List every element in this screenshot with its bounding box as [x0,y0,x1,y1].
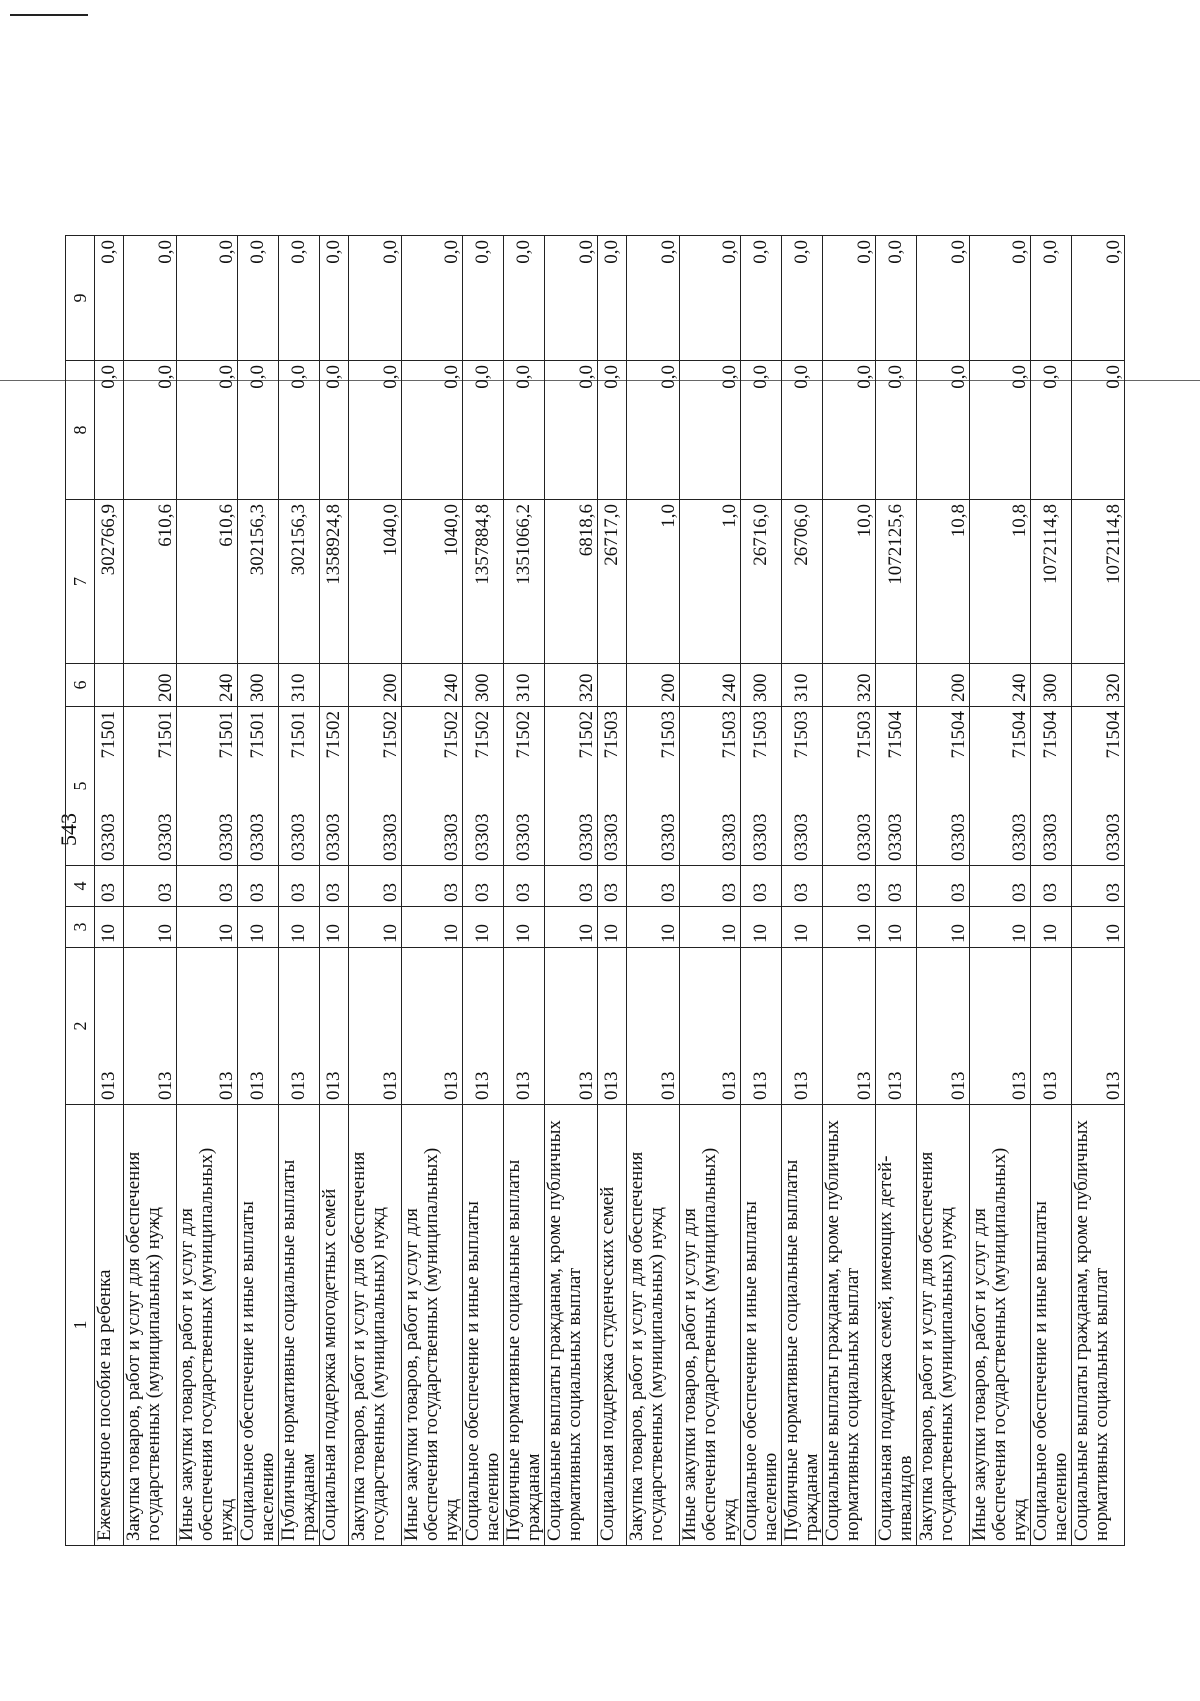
row-name-cell: Иные закупки товаров, работ и услуг для обеспечения государственных (муниципальных) нужд [680,1105,741,1546]
amount-cell-2: 0,0 [876,361,917,500]
section-cell: 10 [680,907,741,948]
section-cell: 10 [782,907,823,948]
program-code: 03303 [576,813,597,861]
direction-code: 71502 [576,711,597,759]
amount-cell: 1,0 [680,500,741,664]
expense-type-cell: 320 [823,664,876,707]
row-name-cell: Социальная поддержка многодетных семей [320,1105,349,1546]
amount-cell: 10,8 [917,500,970,664]
row-name-cell: Социальное обеспечение и иные выплаты населению [463,1105,504,1546]
program-code: 03303 [323,813,344,861]
amount-cell-2: 0,0 [545,361,598,500]
direction-code: 71503 [719,711,740,759]
table-row [876,236,917,1546]
amount-cell-2: 0,0 [627,361,680,500]
target-article-cell [598,707,627,866]
target-article-split [855,711,875,861]
program-code: 03303 [155,813,176,861]
amount-cell-3: 0,0 [782,236,823,361]
table-row [823,236,876,1546]
amount-cell-2: 0,0 [680,361,741,500]
admin-code-cell: 013 [598,948,627,1105]
direction-code: 71503 [791,711,812,759]
admin-code-cell: 013 [349,948,402,1105]
program-code: 03303 [1103,813,1124,861]
budget-table [65,235,1125,1546]
expense-type-cell: 200 [349,664,402,707]
section-cell: 10 [349,907,402,948]
header-cell: 7 [66,500,95,664]
amount-cell: 26716,0 [741,500,782,664]
subsection-cell: 03 [823,866,876,907]
section-cell: 10 [545,907,598,948]
target-article-split [473,711,493,861]
subsection-cell: 03 [1072,866,1125,907]
target-article-split [1041,711,1061,861]
direction-code: 71504 [1040,711,1061,759]
header-cell: 1 [66,1105,95,1546]
amount-cell: 1351066,2 [504,500,545,664]
program-code: 03303 [885,813,906,861]
row-name-cell: Закупка товаров, работ и услуг для обеспечения государственных (муниципальных) нужд [627,1105,680,1546]
table-row [349,236,402,1546]
header-cell: 2 [66,948,95,1105]
expense-type-cell: 240 [680,664,741,707]
direction-code: 71503 [750,711,771,759]
amount-cell: 1072114,8 [1072,500,1125,664]
admin-code-cell: 013 [823,948,876,1105]
target-article-cell [320,707,349,866]
amount-cell-3: 0,0 [124,236,177,361]
section-cell: 10 [177,907,238,948]
target-article-cell [876,707,917,866]
program-code: 03303 [719,813,740,861]
amount-cell-3: 0,0 [823,236,876,361]
amount-cell-2: 0,0 [402,361,463,500]
table-row [463,236,504,1546]
amount-cell-3: 0,0 [95,236,124,361]
amount-cell: 26706,0 [782,500,823,664]
amount-cell: 1358924,8 [320,500,349,664]
target-article-cell [823,707,876,866]
direction-code: 71501 [155,711,176,759]
header-cell: 3 [66,907,95,948]
amount-cell-3: 0,0 [402,236,463,361]
row-name-cell: Закупка товаров, работ и услуг для обеспечения государственных (муниципальных) нужд [349,1105,402,1546]
target-article-cell [463,707,504,866]
admin-code-cell: 013 [95,948,124,1105]
direction-code: 71502 [472,711,493,759]
target-article-cell [627,707,680,866]
section-cell: 10 [1072,907,1125,948]
amount-cell-2: 0,0 [177,361,238,500]
section-cell: 10 [463,907,504,948]
program-code: 03303 [601,813,622,861]
subsection-cell: 03 [680,866,741,907]
table-row [1072,236,1125,1546]
subsection-cell: 03 [95,866,124,907]
subsection-cell: 03 [741,866,782,907]
table-row [741,236,782,1546]
row-name-cell: Социальная поддержка семей, имеющих детей-инвалидов [876,1105,917,1546]
amount-cell: 1040,0 [349,500,402,664]
amount-cell-2: 0,0 [1072,361,1125,500]
target-article-cell [349,707,402,866]
target-article-split [324,711,344,861]
section-cell: 10 [238,907,279,948]
subsection-cell: 03 [238,866,279,907]
table-body [66,236,1125,1546]
expense-type-cell [598,664,627,707]
amount-cell-3: 0,0 [238,236,279,361]
subsection-cell: 03 [463,866,504,907]
direction-code: 71502 [380,711,401,759]
amount-cell-3: 0,0 [463,236,504,361]
target-article-split [514,711,534,861]
subsection-cell: 03 [598,866,627,907]
target-article-split [886,711,906,861]
target-article-split [577,711,597,861]
direction-code: 71504 [1103,711,1124,759]
section-cell: 10 [823,907,876,948]
table-row [545,236,598,1546]
admin-code-cell: 013 [545,948,598,1105]
direction-code: 71501 [247,711,268,759]
amount-cell-2: 0,0 [320,361,349,500]
amount-cell-2: 0,0 [463,361,504,500]
table-row [504,236,545,1546]
target-article-split [381,711,401,861]
program-code: 03303 [1009,813,1030,861]
section-cell: 10 [1031,907,1072,948]
amount-cell-2: 0,0 [1031,361,1072,500]
row-name-cell: Иные закупки товаров, работ и услуг для обеспечения государственных (муниципальных) нужд [402,1105,463,1546]
expense-type-cell [876,664,917,707]
row-name-cell: Социальное обеспечение и иные выплаты населению [238,1105,279,1546]
section-cell: 10 [970,907,1031,948]
target-article-split [289,711,309,861]
target-article-cell [1031,707,1072,866]
subsection-cell: 03 [349,866,402,907]
amount-cell: 10,8 [970,500,1031,664]
section-cell: 10 [598,907,627,948]
table-row [680,236,741,1546]
subsection-cell: 03 [320,866,349,907]
amount-cell-3: 0,0 [545,236,598,361]
amount-cell: 302156,3 [238,500,279,664]
amount-cell-2: 0,0 [504,361,545,500]
table-row [627,236,680,1546]
expense-type-cell: 310 [279,664,320,707]
amount-cell-2: 0,0 [349,361,402,500]
target-article-cell [402,707,463,866]
expense-type-cell: 300 [741,664,782,707]
amount-cell-3: 0,0 [1031,236,1072,361]
section-cell: 10 [917,907,970,948]
admin-code-cell: 013 [320,948,349,1105]
expense-type-cell: 200 [627,664,680,707]
header-cell: 8 [66,361,95,500]
direction-code: 71504 [1009,711,1030,759]
amount-cell: 302156,3 [279,500,320,664]
expense-type-cell [320,664,349,707]
admin-code-cell: 013 [124,948,177,1105]
section-cell: 10 [320,907,349,948]
direction-code: 71503 [658,711,679,759]
admin-code-cell: 013 [782,948,823,1105]
target-article-split [751,711,771,861]
row-name-cell: Иные закупки товаров, работ и услуг для обеспечения государственных (муниципальных) нужд [177,1105,238,1546]
program-code: 03303 [750,813,771,861]
expense-type-cell: 310 [504,664,545,707]
row-name-cell: Публичные нормативные социальные выплаты гражданам [279,1105,320,1546]
section-cell: 10 [627,907,680,948]
amount-cell: 1072125,6 [876,500,917,664]
target-article-split [442,711,462,861]
target-article-split [99,711,119,861]
expense-type-cell: 300 [238,664,279,707]
amount-cell: 1072114,8 [1031,500,1072,664]
admin-code-cell: 013 [741,948,782,1105]
admin-code-cell: 013 [177,948,238,1105]
amount-cell: 26717,0 [598,500,627,664]
program-code: 03303 [247,813,268,861]
program-code: 03303 [658,813,679,861]
amount-cell-3: 0,0 [504,236,545,361]
amount-cell: 1040,0 [402,500,463,664]
program-code: 03303 [380,813,401,861]
target-article-cell [917,707,970,866]
amount-cell-3: 0,0 [1072,236,1125,361]
target-article-cell [238,707,279,866]
amount-cell-3: 0,0 [741,236,782,361]
section-cell: 10 [876,907,917,948]
admin-code-cell: 013 [970,948,1031,1105]
expense-type-cell: 300 [1031,664,1072,707]
program-code: 03303 [791,813,812,861]
target-article-cell [504,707,545,866]
subsection-cell: 03 [545,866,598,907]
expense-type-cell [95,664,124,707]
subsection-cell: 03 [782,866,823,907]
target-article-cell [95,707,124,866]
direction-code: 71501 [98,711,119,759]
amount-cell-3: 0,0 [349,236,402,361]
amount-cell-3: 0,0 [876,236,917,361]
target-article-split [1104,711,1124,861]
program-code: 03303 [1040,813,1061,861]
admin-code-cell: 013 [1031,948,1072,1105]
table-row [177,236,238,1546]
program-code: 03303 [288,813,309,861]
section-cell: 10 [504,907,545,948]
target-article-cell [970,707,1031,866]
target-article-cell [545,707,598,866]
expense-type-cell: 200 [124,664,177,707]
target-article-split [156,711,176,861]
subsection-cell: 03 [1031,866,1072,907]
header-cell: 5 [66,707,95,866]
table-row [782,236,823,1546]
subsection-cell: 03 [279,866,320,907]
program-code: 03303 [513,813,534,861]
amount-cell-2: 0,0 [782,361,823,500]
program-code: 03303 [854,813,875,861]
row-name-cell: Публичные нормативные социальные выплаты гражданам [782,1105,823,1546]
subsection-cell: 03 [627,866,680,907]
expense-type-cell: 200 [917,664,970,707]
target-article-cell [741,707,782,866]
admin-code-cell: 013 [238,948,279,1105]
target-article-split [1010,711,1030,861]
direction-code: 71501 [216,711,237,759]
amount-cell-3: 0,0 [680,236,741,361]
table-row [970,236,1031,1546]
program-code: 03303 [216,813,237,861]
admin-code-cell: 013 [279,948,320,1105]
row-name-cell: Социальные выплаты гражданам, кроме публичных нормативных социальных выплат [1072,1105,1125,1546]
program-code: 03303 [948,813,969,861]
amount-cell-2: 0,0 [124,361,177,500]
admin-code-cell: 013 [402,948,463,1105]
target-article-split [792,711,812,861]
table-row [402,236,463,1546]
amount-cell-3: 0,0 [970,236,1031,361]
target-article-cell [124,707,177,866]
page-number: 543 [56,813,81,846]
admin-code-cell: 013 [1072,948,1125,1105]
amount-cell-2: 0,0 [598,361,627,500]
row-name-cell: Закупка товаров, работ и услуг для обеспечения государственных (муниципальных) нужд [124,1105,177,1546]
admin-code-cell: 013 [504,948,545,1105]
amount-cell-3: 0,0 [917,236,970,361]
amount-cell: 1,0 [627,500,680,664]
subsection-cell: 03 [917,866,970,907]
table-row [917,236,970,1546]
row-name-cell: Социальные выплаты гражданам, кроме публичных нормативных социальных выплат [545,1105,598,1546]
amount-cell-3: 0,0 [320,236,349,361]
admin-code-cell: 013 [917,948,970,1105]
row-name-cell: Социальное обеспечение и иные выплаты населению [741,1105,782,1546]
table-row [1031,236,1072,1546]
row-name-cell: Социальное обеспечение и иные выплаты населению [1031,1105,1072,1546]
header-cell: 6 [66,664,95,707]
amount-cell-2: 0,0 [95,361,124,500]
amount-cell-2: 0,0 [823,361,876,500]
section-cell: 10 [741,907,782,948]
target-article-cell [680,707,741,866]
amount-cell: 10,0 [823,500,876,664]
admin-code-cell: 013 [463,948,504,1105]
amount-cell-3: 0,0 [627,236,680,361]
subsection-cell: 03 [970,866,1031,907]
direction-code: 71503 [601,711,622,759]
amount-cell-3: 0,0 [279,236,320,361]
expense-type-cell: 300 [463,664,504,707]
row-name-cell: Публичные нормативные социальные выплаты гражданам [504,1105,545,1546]
subsection-cell: 03 [402,866,463,907]
program-code: 03303 [98,813,119,861]
amount-cell-2: 0,0 [279,361,320,500]
row-name-cell: Иные закупки товаров, работ и услуг для обеспечения государственных (муниципальных) нужд [970,1105,1031,1546]
expense-type-cell: 240 [177,664,238,707]
amount-cell-3: 0,0 [177,236,238,361]
section-cell: 10 [124,907,177,948]
target-article-cell [782,707,823,866]
target-article-split [720,711,740,861]
target-article-cell [1072,707,1125,866]
section-cell: 10 [279,907,320,948]
program-code: 03303 [441,813,462,861]
direction-code: 71502 [513,711,534,759]
amount-cell: 1357884,8 [463,500,504,664]
expense-type-cell: 320 [1072,664,1125,707]
program-code: 03303 [472,813,493,861]
admin-code-cell: 013 [876,948,917,1105]
table-row [95,236,124,1546]
header-row [66,236,95,1546]
header-cell: 9 [66,236,95,361]
amount-cell-2: 0,0 [970,361,1031,500]
table-row [320,236,349,1546]
section-cell: 10 [95,907,124,948]
header-cell: 4 [66,866,95,907]
amount-cell: 302766,9 [95,500,124,664]
direction-code: 71501 [288,711,309,759]
admin-code-cell: 013 [627,948,680,1105]
row-name-cell: Закупка товаров, работ и услуг для обеспечения государственных (муниципальных) нужд [917,1105,970,1546]
target-article-cell [177,707,238,866]
amount-cell: 610,6 [124,500,177,664]
subsection-cell: 03 [177,866,238,907]
amount-cell: 6818,6 [545,500,598,664]
direction-code: 71502 [323,711,344,759]
subsection-cell: 03 [124,866,177,907]
direction-code: 71503 [854,711,875,759]
table-row [598,236,627,1546]
direction-code: 71502 [441,711,462,759]
target-article-split [659,711,679,861]
direction-code: 71504 [885,711,906,759]
section-cell: 10 [402,907,463,948]
subsection-cell: 03 [876,866,917,907]
amount-cell-2: 0,0 [741,361,782,500]
expense-type-cell: 240 [402,664,463,707]
amount-cell-2: 0,0 [917,361,970,500]
target-article-split [949,711,969,861]
table-row [279,236,320,1546]
expense-type-cell: 320 [545,664,598,707]
amount-cell-2: 0,0 [238,361,279,500]
amount-cell-3: 0,0 [598,236,627,361]
amount-cell: 610,6 [177,500,238,664]
table-row [238,236,279,1546]
row-name-cell: Социальные выплаты гражданам, кроме публичных нормативных социальных выплат [823,1105,876,1546]
expense-type-cell: 240 [970,664,1031,707]
direction-code: 71504 [948,711,969,759]
target-article-split [217,711,237,861]
target-article-split [248,711,268,861]
target-article-cell [279,707,320,866]
table-row [124,236,177,1546]
row-name-cell: Ежемесячное пособие на ребенка [95,1105,124,1546]
subsection-cell: 03 [504,866,545,907]
expense-type-cell: 310 [782,664,823,707]
target-article-split [602,711,622,861]
row-name-cell: Социальная поддержка студенческих семей [598,1105,627,1546]
admin-code-cell: 013 [680,948,741,1105]
